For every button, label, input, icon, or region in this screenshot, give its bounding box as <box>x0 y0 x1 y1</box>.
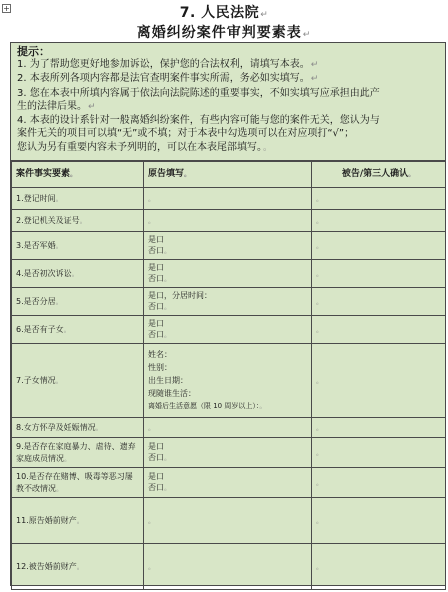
plaintiff-field[interactable] <box>144 232 312 260</box>
case-elements-table <box>11 161 446 590</box>
row-label: 2.登记机关及证号。 <box>12 210 144 232</box>
form-title: 离婚纠纷案件审判要素表↵ <box>136 25 312 41</box>
yes-checkbox[interactable]: 是口 <box>148 235 164 244</box>
no-checkbox[interactable]: 否口。 <box>148 483 171 492</box>
defendant-field[interactable]: 。 <box>312 210 446 232</box>
table-row <box>12 232 446 260</box>
table-row <box>12 210 446 232</box>
tip-line: 3. 您在本表中所填内容属于依法向法院陈述的重要事实，不如实填写应承担由此产 <box>17 87 380 99</box>
table-row <box>12 260 446 288</box>
plaintiff-field[interactable] <box>144 316 312 344</box>
child-name-field[interactable]: 姓名： <box>148 350 172 359</box>
row-label: 3.是否军婚。 <box>12 232 144 260</box>
row-label: 6.是否有子女。 <box>12 316 144 344</box>
no-checkbox[interactable]: 否口。 <box>148 246 171 255</box>
court-title: 7. 人民法院↵ <box>179 5 269 21</box>
defendant-field[interactable]: 。 <box>312 188 446 210</box>
row-label: 8.女方怀孕及妊娠情况。 <box>12 418 144 438</box>
no-checkbox[interactable]: 否口。 <box>148 302 171 311</box>
table-row <box>12 316 446 344</box>
table-move-handle-icon[interactable]: + <box>3 4 10 13</box>
plaintiff-field[interactable] <box>144 288 312 316</box>
yes-checkbox[interactable]: 是口 <box>148 263 164 272</box>
row-label: 9.是否存在家庭暴力、虐待、遗弃家庭成员情况。 <box>12 438 144 468</box>
row-label: 5.是否分居。 <box>12 288 144 316</box>
table-row <box>12 288 446 316</box>
table-row <box>12 188 446 210</box>
tip-line: 1. 为了帮助您更好地参加诉讼，保护您的合法权利，请填写本表。↵ <box>17 59 319 70</box>
plaintiff-field[interactable]: 。 <box>144 188 312 210</box>
tips-heading: 提示： <box>17 45 50 58</box>
defendant-field[interactable]: 。 <box>312 438 446 468</box>
tip-line: 4. 本表的设计系针对一般离婚纠纷案件，有些内容可能与您的案件无关，您认为与 <box>17 115 380 127</box>
plaintiff-field[interactable] <box>144 468 312 498</box>
plaintiff-field[interactable] <box>144 438 312 468</box>
child-gender-field[interactable]: 性别： <box>148 363 172 372</box>
no-checkbox[interactable]: 否口。 <box>148 330 171 339</box>
row-label: 10.是否存在赌博、吸毒等恶习屡教不改情况。 <box>12 468 144 498</box>
tip-line: 生的法律后果。↵ <box>17 100 96 112</box>
plaintiff-field[interactable]: 。 <box>144 544 312 590</box>
row-label: 4.是否初次诉讼。 <box>12 260 144 288</box>
table-row <box>12 344 446 418</box>
defendant-field[interactable]: 。 <box>312 316 446 344</box>
no-checkbox[interactable]: 否口。 <box>148 274 171 283</box>
defendant-field[interactable]: 。 <box>312 498 446 544</box>
no-checkbox[interactable]: 否口。 <box>148 453 171 462</box>
defendant-field[interactable]: 。 <box>312 288 446 316</box>
tip-line: 您认为另有重要内容未予列明的，可以在本表尾部填写。。 <box>17 141 273 153</box>
table-row <box>12 544 446 590</box>
plaintiff-field[interactable]: 。 <box>144 210 312 232</box>
header-plaintiff: 原告填写。 <box>144 162 312 188</box>
row-label: 11.原告婚前财产。 <box>12 498 144 544</box>
table-row <box>12 418 446 438</box>
row-label: 12.被告婚前财产。 <box>12 544 144 590</box>
defendant-field[interactable]: 。 <box>312 544 446 590</box>
table-row <box>12 438 446 468</box>
row-label: 7.子女情况。 <box>12 344 144 418</box>
elements-form <box>10 42 446 586</box>
child-birthdate-field[interactable]: 出生日期： <box>148 376 188 385</box>
yes-checkbox[interactable]: 是口 <box>148 319 164 328</box>
defendant-field[interactable]: 。 <box>312 418 446 438</box>
defendant-field[interactable]: 。 <box>312 468 446 498</box>
child-guardian-field[interactable]: 现随谁生活： <box>148 389 196 398</box>
defendant-field[interactable]: 。 <box>312 260 446 288</box>
row-label: 1.登记时间。 <box>12 188 144 210</box>
tip-line: 2. 本表所列各项内容都是法官查明案件事实所需，务必如实填写。↵ <box>17 73 319 85</box>
yes-checkbox[interactable]: 是口 <box>148 472 164 481</box>
plaintiff-field[interactable] <box>144 344 312 418</box>
plaintiff-field[interactable]: 。 <box>144 498 312 544</box>
child-preference-field[interactable]: 离婚后生活意愿（限 10 周岁以上）：。 <box>148 402 267 410</box>
plaintiff-field[interactable]: 。 <box>144 418 312 438</box>
yes-checkbox[interactable]: 是口 <box>148 442 164 451</box>
plaintiff-field[interactable] <box>144 260 312 288</box>
defendant-field[interactable]: 。 <box>312 232 446 260</box>
defendant-field[interactable]: 。 <box>312 344 446 418</box>
tips-section <box>11 43 445 161</box>
header-case-fact: 案件事实要素。 <box>12 162 144 188</box>
header-defendant: 被告/第三人确认。 <box>312 162 446 188</box>
table-row <box>12 498 446 544</box>
yes-checkbox[interactable]: 是口，分居时间： <box>148 291 212 300</box>
table-header-row <box>12 162 446 188</box>
tip-line: 案件无关的项目可以填“无”或不填；对于本表中勾选项可以在对应项打“√”； <box>17 128 355 140</box>
table-row <box>12 468 446 498</box>
